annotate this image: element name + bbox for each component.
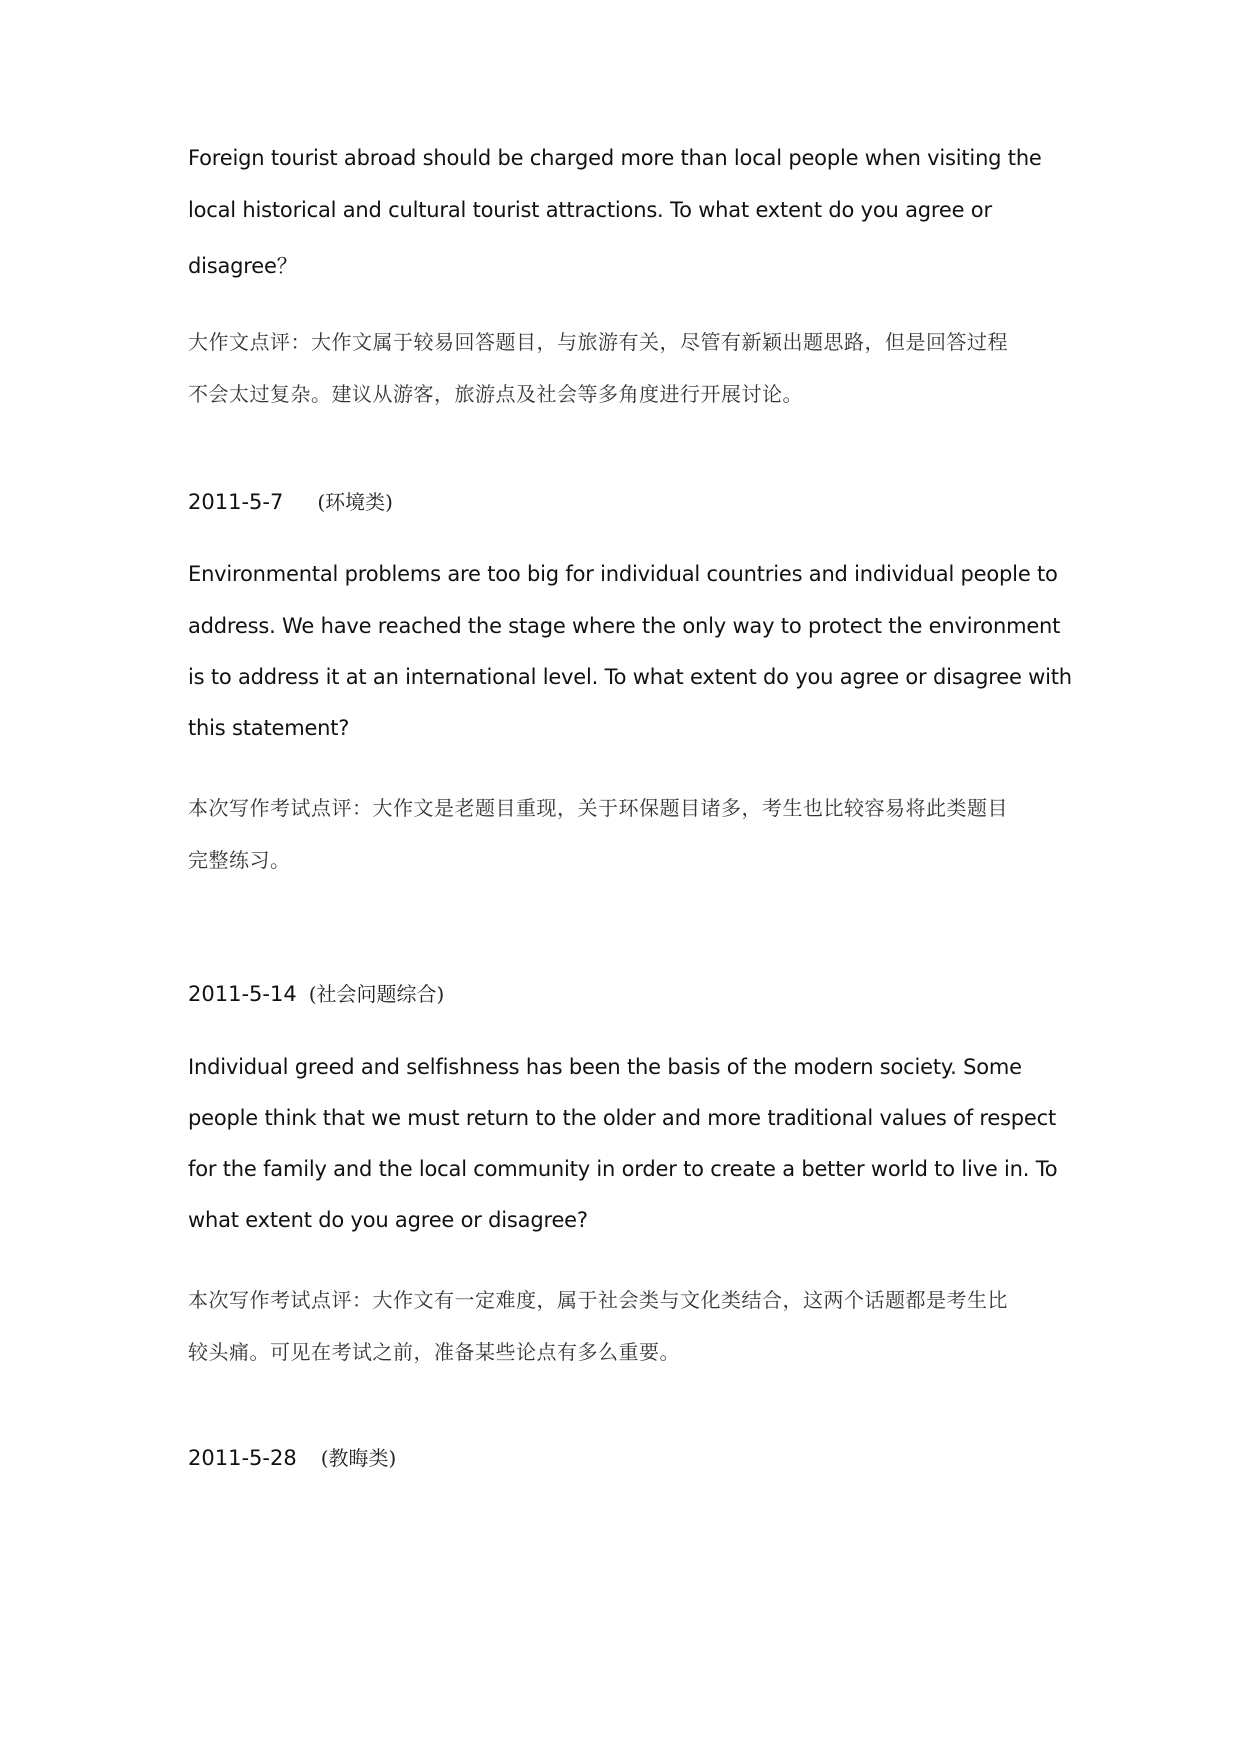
question-line: local historical and cultural tourist attractions. To what extent do you agree or <box>188 198 992 222</box>
question-line: Foreign tourist abroad should be charged more than local people when visiting the <box>188 146 1042 170</box>
question-line: this statement? <box>188 716 350 740</box>
question-line: for the family and the local community in order to create a better world to live in. To <box>188 1157 1058 1181</box>
question-line: is to address it at an international level. To what extent do you agree or disagree with <box>188 665 1072 689</box>
entry-category: (环境类) <box>317 490 393 514</box>
entry-category: (社会问题综合) <box>308 982 445 1006</box>
entry-date: 2011-5-7 <box>188 490 284 514</box>
entry-date: 2011-5-14 <box>188 982 297 1006</box>
question-line: Individual greed and selfishness has been the basis of the modern society. Some <box>188 1055 1022 1079</box>
entry-heading <box>188 486 393 515</box>
entry-date: 2011-5-28 <box>188 1446 297 1470</box>
question-line: address. We have reached the stage where the only way to protect the environment <box>188 614 1061 638</box>
comment-line: 本次写作考试点评：大作文有一定难度，属于社会类与文化类结合，这两个话题都是考生比 <box>188 1288 1008 1312</box>
comment-line: 本次写作考试点评：大作文是老题目重现，关于环保题目诸多，考生也比较容易将此类题目 <box>188 796 1008 820</box>
question-line: what extent do you agree or disagree? <box>188 1208 588 1232</box>
comment-line: 不会太过复杂。建议从游客，旅游点及社会等多角度进行开展讨论。 <box>188 382 803 406</box>
entry-category: (教晦类) <box>320 1446 397 1470</box>
entry-heading <box>188 978 444 1007</box>
comment-line: 完整练习。 <box>188 848 291 872</box>
comment-line: 大作文点评：大作文属于较易回答题目，与旅游有关，尽管有新颖出题思路，但是回答过程 <box>188 330 1008 354</box>
comment-line: 较头痛。可见在考试之前，准备某些论点有多么重要。 <box>188 1340 680 1364</box>
question-line: people think that we must return to the older and more traditional values of respect <box>188 1106 1057 1130</box>
question-line: Environmental problems are too big for individual countries and individual people to <box>188 562 1058 586</box>
entry-heading <box>188 1442 396 1471</box>
question-line: disagree？ <box>188 254 298 278</box>
